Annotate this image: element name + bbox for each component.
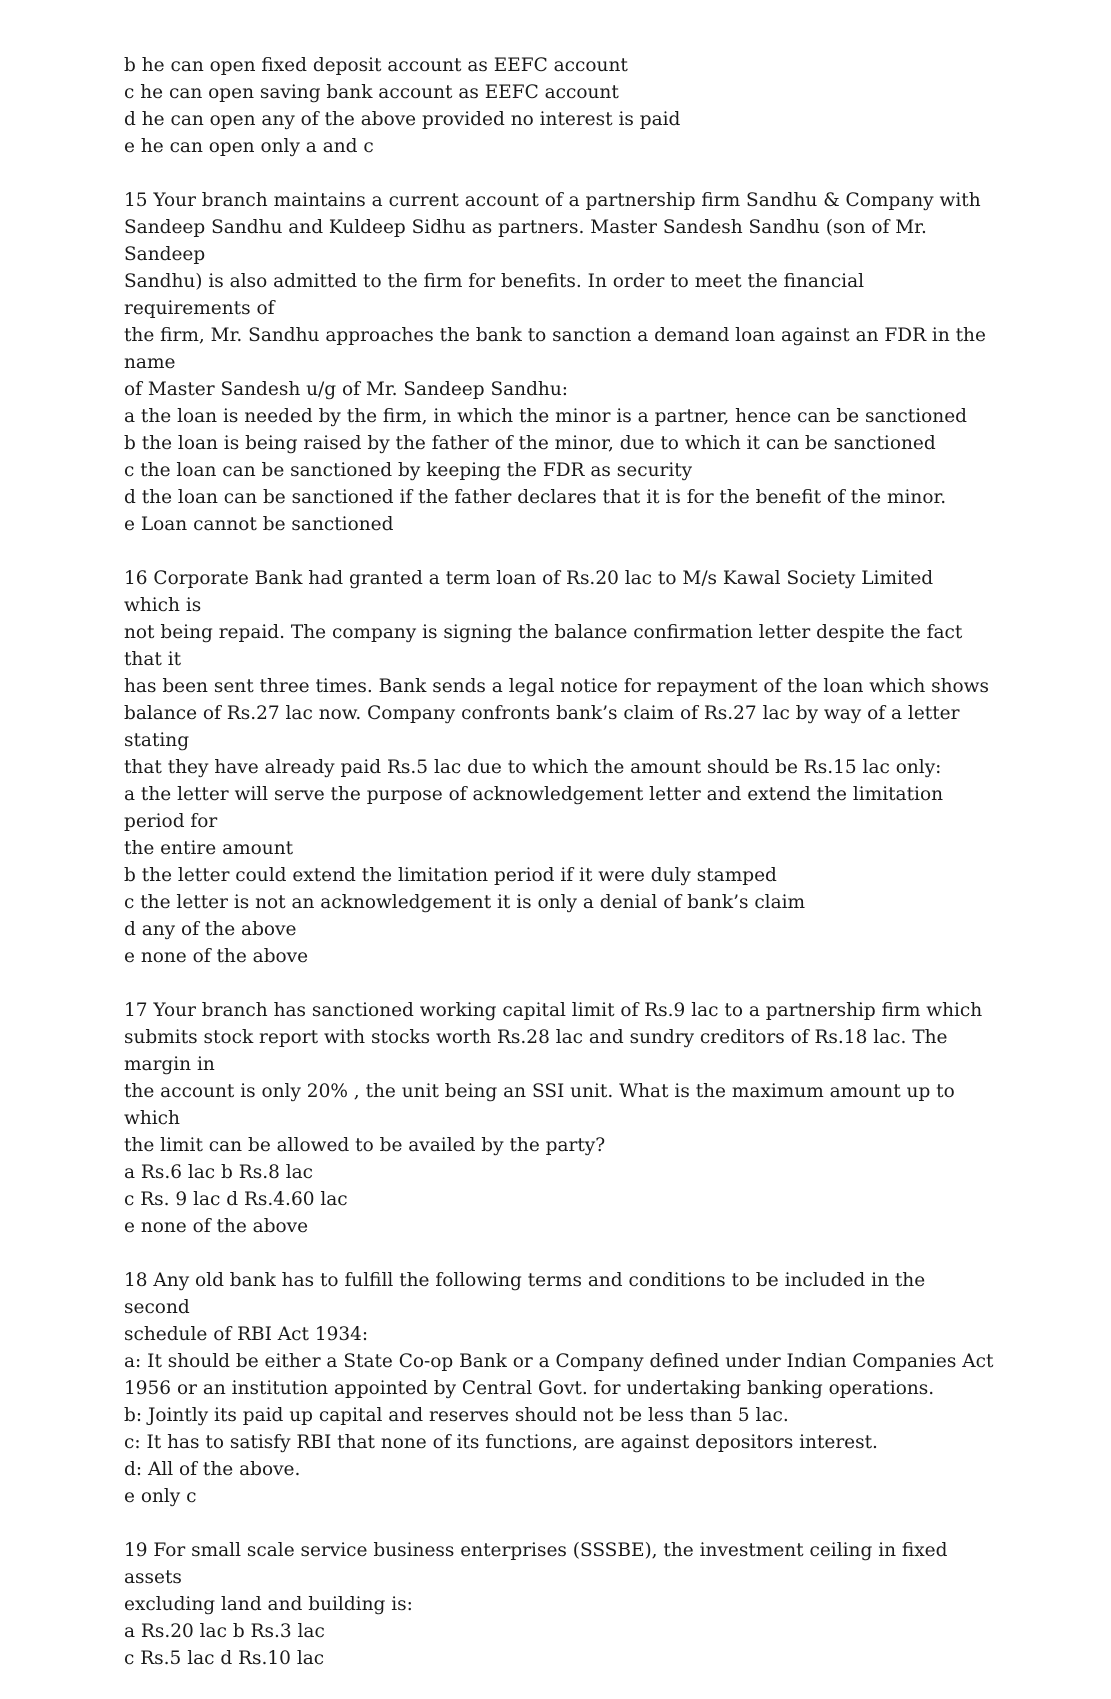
option-line: d any of the above <box>124 919 297 940</box>
question-16 <box>124 565 994 970</box>
question-text-line: Sandhu) is also admitted to the firm for benefits. In order to meet the financial requirements of <box>124 271 865 319</box>
question-text-line: schedule of RBI Act 1934: <box>124 1324 369 1345</box>
question-text-line: has been sent three times. Bank sends a legal notice for repayment of the loan which shows <box>124 676 990 697</box>
option-line: d he can open any of the above provided no interest is paid <box>124 109 681 130</box>
option-line: 1956 or an institution appointed by Central Govt. for undertaking banking operations. <box>124 1378 935 1399</box>
question-15 <box>124 187 994 538</box>
option-line: c he can open saving bank account as EEFC account <box>124 82 619 103</box>
option-line: c: It has to satisfy RBI that none of its functions, are against depositors interest. <box>124 1432 878 1453</box>
question-text-line: the firm, Mr. Sandhu approaches the bank to sanction a demand loan against an FDR in the name <box>124 325 986 373</box>
question-text-line: 17 Your branch has sanctioned working capital limit of Rs.9 lac to a partnership firm which <box>124 1000 983 1021</box>
option-line: a Rs.20 lac b Rs.3 lac <box>124 1621 325 1642</box>
question-18 <box>124 1267 994 1510</box>
option-line: b the loan is being raised by the father of the minor, due to which it can be sanctioned <box>124 433 936 454</box>
question-19 <box>124 1537 994 1672</box>
question-text-line: not being repaid. The company is signing the balance confirmation letter despite the fact that it <box>124 622 963 670</box>
question-text-line: balance of Rs.27 lac now. Company confronts bank’s claim of Rs.27 lac by way of a letter stating <box>124 703 960 751</box>
option-line: b he can open fixed deposit account as EEFC account <box>124 55 628 76</box>
question-text-line: that they have already paid Rs.5 lac due to which the amount should be Rs.15 lac only: <box>124 757 942 778</box>
option-line: e none of the above <box>124 946 309 967</box>
option-line: the entire amount <box>124 838 294 859</box>
question-17 <box>124 997 994 1240</box>
option-line: c the loan can be sanctioned by keeping the FDR as security <box>124 460 693 481</box>
question-text-line: of Master Sandesh u/g of Mr. Sandeep Sandhu: <box>124 379 568 400</box>
document-page <box>124 52 994 1699</box>
option-line: e only c <box>124 1486 197 1507</box>
question-text-line: the limit can be allowed to be availed by the party? <box>124 1135 606 1156</box>
question-text-line: 18 Any old bank has to fulfill the following terms and conditions to be included in the second <box>124 1270 926 1318</box>
question-text-line: 16 Corporate Bank had granted a term loan of Rs.20 lac to M/s Kawal Society Limited which is <box>124 568 934 616</box>
question-text-line: submits stock report with stocks worth Rs.28 lac and sundry creditors of Rs.18 lac. The margin in <box>124 1027 948 1075</box>
option-line: a: It should be either a State Co-op Bank or a Company defined under Indian Companies Act <box>124 1351 994 1372</box>
option-line: b the letter could extend the limitation period if it were duly stamped <box>124 865 777 886</box>
option-line: a Rs.6 lac b Rs.8 lac <box>124 1162 314 1183</box>
option-line: d: All of the above. <box>124 1459 301 1480</box>
option-line: a the loan is needed by the firm, in which the minor is a partner, hence can be sanctioned <box>124 406 967 427</box>
option-line: b: Jointly its paid up capital and reserves should not be less than 5 lac. <box>124 1405 789 1426</box>
question-continuation <box>124 52 994 160</box>
option-line: e Loan cannot be sanctioned <box>124 514 394 535</box>
option-line: d the loan can be sanctioned if the father declares that it is for the benefit of the minor. <box>124 487 947 508</box>
option-line: c Rs.5 lac d Rs.10 lac <box>124 1648 325 1669</box>
option-line: c Rs. 9 lac d Rs.4.60 lac <box>124 1189 348 1210</box>
option-line: e he can open only a and c <box>124 136 374 157</box>
option-line: c the letter is not an acknowledgement it is only a denial of bank’s claim <box>124 892 806 913</box>
option-line: a the letter will serve the purpose of acknowledgement letter and extend the limitation period for <box>124 784 943 832</box>
question-text-line: excluding land and building is: <box>124 1594 413 1615</box>
question-text-line: the account is only 20% , the unit being an SSI unit. What is the maximum amount up to which <box>124 1081 955 1129</box>
question-text-line: 19 For small scale service business enterprises (SSSBE), the investment ceiling in fixed assets <box>124 1540 948 1588</box>
question-text-line: 15 Your branch maintains a current account of a partnership firm Sandhu & Company with <box>124 190 981 211</box>
option-line: e none of the above <box>124 1216 309 1237</box>
question-text-line: Sandeep Sandhu and Kuldeep Sidhu as partners. Master Sandesh Sandhu (son of Mr. Sandeep <box>124 217 927 265</box>
